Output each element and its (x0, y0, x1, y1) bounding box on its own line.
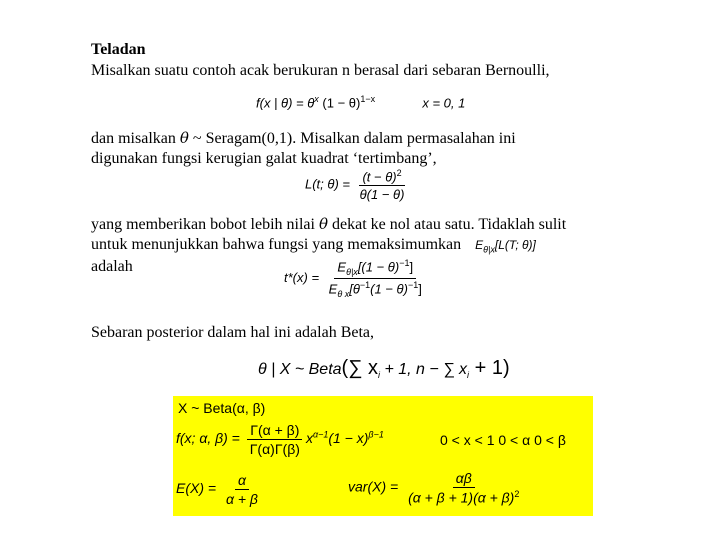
heading: Teladan (91, 41, 146, 58)
paragraph-1: Misalkan suatu contoh acak berukuran n berasal dari sebaran Bernoulli, (91, 62, 550, 79)
paragraph-4: yang memberikan bobot lebih nilai θ dekat ke nol atau satu. Tidaklah sulit (91, 215, 567, 233)
beta-definition: X ~ Beta(α, β) (178, 400, 266, 416)
equation-loss: L(t; θ) = $\frac{(t - \theta)^2}{\theta(1 - \theta)}$ (305, 168, 405, 203)
beta-support: 0 < x < 1 0 < α 0 < β (440, 432, 566, 448)
paragraph-5: untuk menunjukkan bahwa fungsi yang memaksimumkan $E_{\theta|x}[L(T$; θ)] (91, 236, 536, 255)
equation-bernoulli: f(x | $\theta) = \theta^x$ $(1 - \theta)^{1-x}$ x = 0, 1 (256, 94, 466, 111)
paragraph-6: adalah (91, 258, 133, 275)
equation-estimator: t*(x) = $\frac{E_{\theta|x}[(1 - \theta)^{-1}]}{E_{\theta x}[\theta^{-1}(1 - \theta)^{-1}]}$ (284, 258, 422, 299)
beta-variance: var(X) = $\frac{\alpha\beta}{(\alpha + \beta + 1)(\alpha + \beta)^2}$ (348, 470, 520, 506)
paragraph-7: Sebaran posterior dalam hal ini adalah Beta, (91, 324, 375, 341)
beta-mean: E(X) = $\frac{\alpha}{\alpha + \beta}$ (176, 472, 258, 507)
paragraph-2: dan misalkan θ ~ Seragam(0,1). Misalkan dalam permasalahan ini (91, 129, 516, 147)
equation-posterior: θ | X ~ Beta(∑ $x_i + 1$, n − ∑ $x_i + 1$) (258, 357, 510, 381)
beta-pdf: f(x; α, β) = $\frac{\Gamma(\alpha + \beta)}{\Gamma(\alpha)\Gamma(\beta)}$ $x^{\alpha-1}(1 - x)^{\beta-1}$ (176, 422, 384, 457)
inline-expectation: $E_{\theta|x}[L(T$; θ)] (475, 238, 536, 255)
paragraph-3: digunakan fungsi kerugian galat kuadrat ‘tertimbang’, (91, 150, 437, 167)
